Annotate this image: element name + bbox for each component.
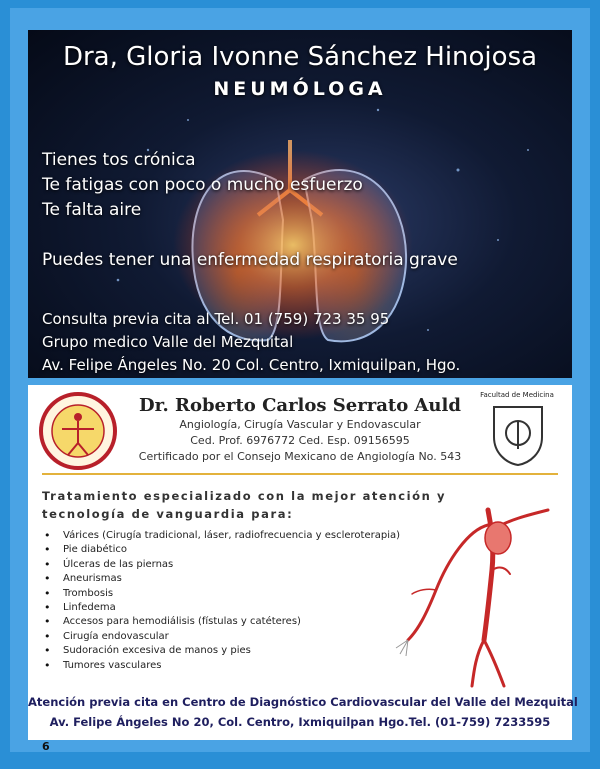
question-3: Te falta aire [42, 200, 142, 220]
warning-text: Puedes tener una enfermedad respiratoria grave [42, 250, 458, 270]
contact-group: Grupo medico Valle del Mezquital [42, 333, 294, 351]
footer-line-1: Atención previa cita en Centro de Diagnóstico Cardiovascular del Valle del Mezquital [28, 695, 578, 709]
pulmonologist-ad [28, 30, 572, 378]
society-seal-icon [38, 391, 118, 471]
intro-line-2: tecnología de vanguardia para: [42, 507, 294, 521]
page-number: 6 [42, 740, 50, 753]
footer-line-2: Av. Felipe Ángeles No 20, Col. Centro, Ixmiquilpan Hgo.Tel. (01-759) 7233595 [49, 715, 551, 729]
list-item: • Aneurismas [42, 572, 402, 586]
credential-1: Angiología, Cirugía Vascular y Endovascular [179, 418, 421, 431]
list-item: • Pie diabético [42, 543, 402, 557]
list-item: • Tumores vasculares [42, 659, 402, 673]
credential-3: Certificado por el Consejo Mexicano de Angiología No. 543 [138, 450, 462, 463]
intro-line-1: Tratamiento especializado con la mejor atención y [42, 489, 447, 503]
list-item: • Úlceras de las piernas [42, 558, 402, 572]
list-item: • Linfedema [42, 601, 402, 615]
specialty: NEUMÓLOGA [213, 78, 387, 100]
list-item: • Cirugía endovascular [42, 630, 402, 644]
doctor-name: Dra, Gloria Ivonne Sánchez Hinojosa [62, 42, 538, 72]
contact-address: Av. Felipe Ángeles No. 20 Col. Centro, Ixmiquilpan, Hgo. [42, 356, 461, 374]
doctor-name: Dr. Roberto Carlos Serrato Auld [139, 395, 461, 416]
treatments-list [42, 529, 402, 673]
list-item: • Trombosis [42, 587, 402, 601]
question-2: Te fatigas con poco o mucho esfuerzo [42, 175, 363, 195]
vascular-system-illustration [388, 490, 568, 690]
list-item: • Várices (Cirugía tradicional, láser, radiofrecuencia y escleroterapia) [42, 529, 402, 543]
faculty-label: Facultad de Medicina [480, 391, 554, 399]
list-item: • Sudoración excesiva de manos y pies [42, 644, 402, 658]
list-item: • Accesos para hemodiálisis (fístulas y catéteres) [42, 615, 402, 629]
credential-2: Ced. Prof. 6976772 Ced. Esp. 09156595 [190, 434, 410, 447]
angiologist-ad [28, 385, 578, 740]
question-1: Tienes tos crónica [42, 150, 196, 170]
contact-phone: Consulta previa cita al Tel. 01 (759) 723 35 95 [42, 310, 390, 328]
divider-line [42, 473, 558, 475]
unam-shield-icon [486, 403, 550, 467]
